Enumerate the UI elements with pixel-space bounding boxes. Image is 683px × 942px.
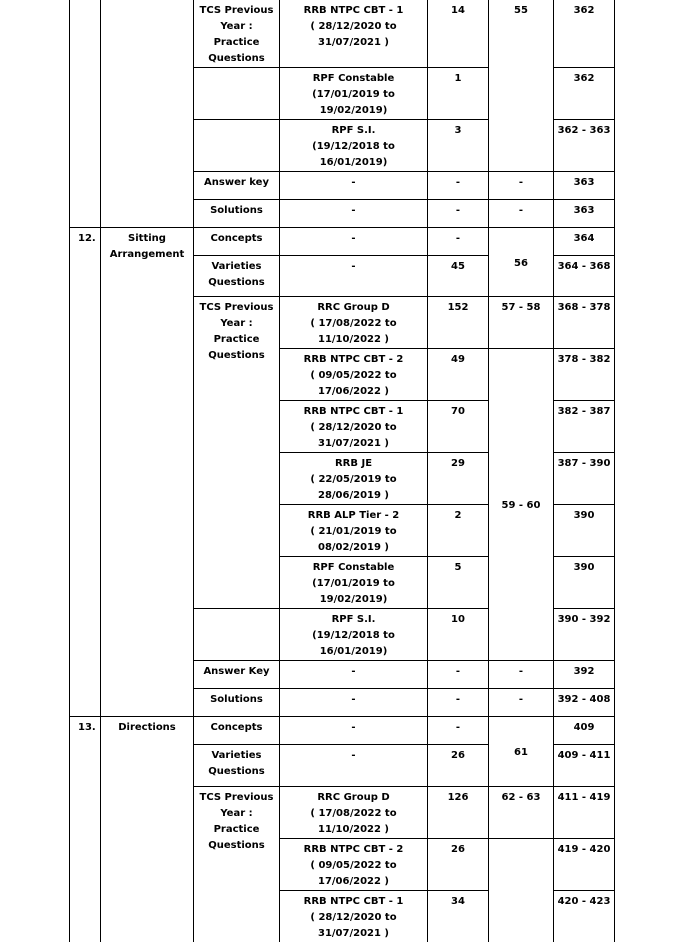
exam-cell: - — [280, 717, 428, 745]
question-count: - — [428, 661, 489, 689]
question-count: 1 — [428, 68, 489, 120]
exam-period: (19/12/2018 to 16/01/2019) — [282, 139, 425, 171]
section-number: 12. — [70, 228, 101, 717]
question-count: 3 — [428, 120, 489, 172]
question-count: 70 — [428, 401, 489, 453]
page-range: 390 — [554, 557, 615, 609]
day-number: 55 — [489, 0, 554, 172]
exam-cell: - — [280, 689, 428, 717]
exam-name: RRB NTPC CBT - 2 — [282, 842, 425, 858]
exam-period: ( 17/08/2022 to 11/10/2022 ) — [282, 316, 425, 348]
page-range: 362 - 363 — [554, 120, 615, 172]
question-count: 45 — [428, 256, 489, 297]
table-row — [70, 717, 615, 745]
exam-period: (17/01/2019 to 19/02/2019) — [282, 87, 425, 119]
subsection-label: TCS Previous Year : Practice Questions — [194, 0, 280, 68]
day-number: - — [489, 661, 554, 689]
day-number: - — [489, 200, 554, 228]
exam-period: ( 28/12/2020 to 31/07/2021 ) — [282, 420, 425, 452]
exam-cell — [280, 557, 428, 609]
exam-name: RRC Group D — [282, 300, 425, 316]
question-count: 2 — [428, 505, 489, 557]
page-range: 382 - 387 — [554, 401, 615, 453]
question-count: 5 — [428, 557, 489, 609]
page-range: 387 - 390 — [554, 453, 615, 505]
page-range: 362 — [554, 0, 615, 68]
section-number — [70, 0, 101, 228]
day-number: 62 - 63 — [489, 787, 554, 839]
day-number: 56 — [489, 228, 554, 297]
exam-period: ( 17/08/2022 to 11/10/2022 ) — [282, 806, 425, 838]
page-range: 363 — [554, 172, 615, 200]
page-range: 390 — [554, 505, 615, 557]
page-range: 364 — [554, 228, 615, 256]
subsection-label: Solutions — [194, 200, 280, 228]
exam-cell: - — [280, 200, 428, 228]
exam-cell — [280, 349, 428, 401]
exam-cell — [280, 787, 428, 839]
exam-cell: - — [280, 256, 428, 297]
page-range: 364 - 368 — [554, 256, 615, 297]
exam-cell — [280, 839, 428, 891]
exam-name: RRB NTPC CBT - 1 — [282, 3, 425, 19]
exam-cell: - — [280, 172, 428, 200]
exam-cell — [280, 297, 428, 349]
day-number: 57 - 58 — [489, 297, 554, 349]
question-count: 34 — [428, 891, 489, 942]
exam-name: RRB NTPC CBT - 2 — [282, 352, 425, 368]
exam-cell: - — [280, 228, 428, 256]
question-count: 126 — [428, 787, 489, 839]
question-count: - — [428, 228, 489, 256]
day-number — [489, 839, 554, 942]
exam-period: ( 28/12/2020 to 31/07/2021 ) — [282, 910, 425, 942]
question-count: 14 — [428, 0, 489, 68]
exam-period: ( 22/05/2019 to 28/06/2019 ) — [282, 472, 425, 504]
subsection-label — [194, 68, 280, 120]
question-count: 26 — [428, 745, 489, 787]
subsection-label: TCS Previous Year : Practice Questions — [194, 787, 280, 942]
exam-period: ( 09/05/2022 to 17/06/2022 ) — [282, 858, 425, 890]
table-row — [70, 228, 615, 256]
question-count: - — [428, 717, 489, 745]
subsection-label: Answer Key — [194, 661, 280, 689]
exam-name: RRB NTPC CBT - 1 — [282, 404, 425, 420]
section-number: 13. — [70, 717, 101, 942]
question-count: - — [428, 200, 489, 228]
exam-cell — [280, 453, 428, 505]
exam-name: RRC Group D — [282, 790, 425, 806]
page-range: 409 — [554, 717, 615, 745]
subsection-label: Varieties Questions — [194, 256, 280, 297]
page-range: 362 — [554, 68, 615, 120]
subsection-label: Concepts — [194, 228, 280, 256]
question-count: 26 — [428, 839, 489, 891]
page-range: 409 - 411 — [554, 745, 615, 787]
subsection-label: TCS Previous Year : Practice Questions — [194, 297, 280, 609]
subsection-label: Concepts — [194, 717, 280, 745]
exam-cell: - — [280, 745, 428, 787]
exam-name: RPF S.I. — [282, 612, 425, 628]
day-number: - — [489, 689, 554, 717]
exam-period: ( 21/01/2019 to 08/02/2019 ) — [282, 524, 425, 556]
question-count: - — [428, 172, 489, 200]
exam-cell — [280, 609, 428, 661]
subsection-label — [194, 609, 280, 661]
question-count: 49 — [428, 349, 489, 401]
page-range: 392 — [554, 661, 615, 689]
day-number: 61 — [489, 717, 554, 787]
exam-name: RPF Constable — [282, 560, 425, 576]
page-range: 411 - 419 — [554, 787, 615, 839]
page-range: 368 - 378 — [554, 297, 615, 349]
exam-name: RRB NTPC CBT - 1 — [282, 894, 425, 910]
subsection-label: Answer key — [194, 172, 280, 200]
exam-cell — [280, 891, 428, 942]
section-topic: Directions — [101, 717, 194, 942]
exam-cell — [280, 0, 428, 68]
question-count: 152 — [428, 297, 489, 349]
exam-name: RRB ALP Tier - 2 — [282, 508, 425, 524]
section-topic: Sitting Arrangement — [101, 228, 194, 717]
question-count: 10 — [428, 609, 489, 661]
day-number: 59 - 60 — [489, 349, 554, 661]
subsection-label — [194, 120, 280, 172]
table-row — [70, 0, 615, 68]
exam-period: ( 28/12/2020 to 31/07/2021 ) — [282, 19, 425, 51]
day-number: - — [489, 172, 554, 200]
page-range: 419 - 420 — [554, 839, 615, 891]
syllabus-index-table — [69, 0, 615, 942]
exam-name: RPF S.I. — [282, 123, 425, 139]
page-range: 420 - 423 — [554, 891, 615, 942]
page-range: 363 — [554, 200, 615, 228]
exam-period: (19/12/2018 to 16/01/2019) — [282, 628, 425, 660]
exam-cell — [280, 505, 428, 557]
page-range: 390 - 392 — [554, 609, 615, 661]
exam-cell: - — [280, 661, 428, 689]
exam-name: RPF Constable — [282, 71, 425, 87]
page-range: 392 - 408 — [554, 689, 615, 717]
exam-name: RRB JE — [282, 456, 425, 472]
question-count: 29 — [428, 453, 489, 505]
exam-period: (17/01/2019 to 19/02/2019) — [282, 576, 425, 608]
subsection-label: Varieties Questions — [194, 745, 280, 787]
question-count: - — [428, 689, 489, 717]
subsection-label: Solutions — [194, 689, 280, 717]
exam-cell — [280, 401, 428, 453]
exam-cell — [280, 68, 428, 120]
page-range: 378 - 382 — [554, 349, 615, 401]
exam-period: ( 09/05/2022 to 17/06/2022 ) — [282, 368, 425, 400]
exam-cell — [280, 120, 428, 172]
section-topic — [101, 0, 194, 228]
